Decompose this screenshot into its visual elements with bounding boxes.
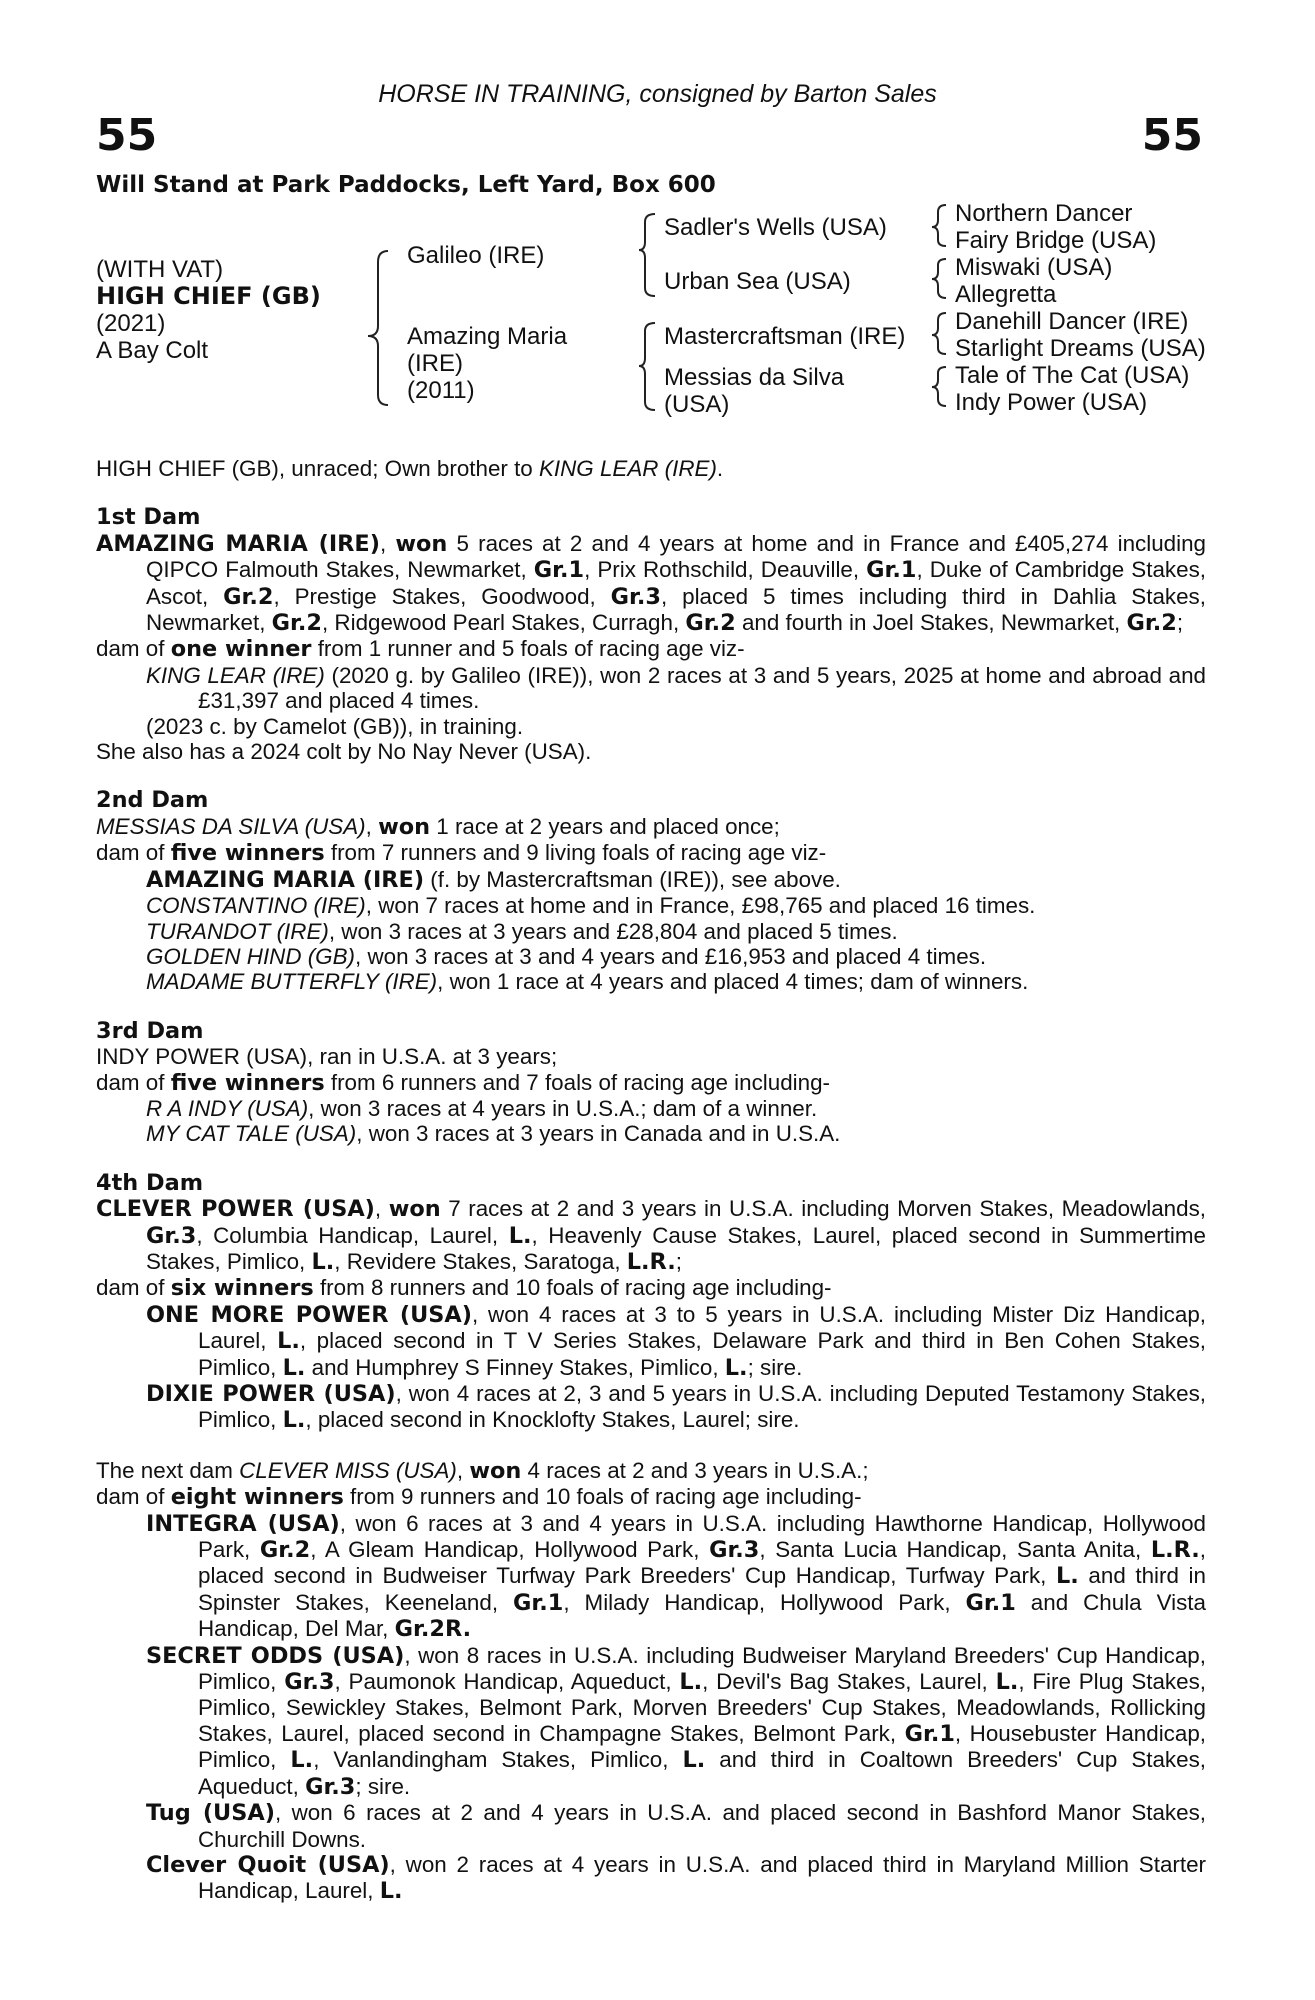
fourth-dam-produce-summary: dam of six winners from 8 runners and 10 foals of racing age including-	[96, 1275, 832, 1302]
produce-turandot: TURANDOT (IRE), won 3 races at 3 years and £28,804 and placed 5 times.	[146, 918, 898, 944]
fourth-dam-heading: 4th Dam	[96, 1169, 204, 1196]
pedigree-dam-dam-line2: (USA)	[664, 391, 730, 418]
horse-description: A Bay Colt	[96, 337, 209, 364]
pedigree-dam-dam-line1: Messias da Silva	[664, 364, 845, 391]
pedigree-dam-sire: Mastercraftsman (IRE)	[664, 323, 906, 350]
fourth-dam-record: CLEVER POWER (USA), won 7 races at 2 and 3 years in U.S.A. including Morven Stakes, Meadowlands, Gr.3, Columbia Handicap, Laurel, L., Heavenly Cause Stakes, Laurel, placed second in Summertime Stakes, Pimlico, L., Revidere Stakes, Saratoga, L.R.;	[96, 1196, 1206, 1275]
produce-dixie-power: DIXIE POWER (USA), won 4 races at 2, 3 and 5 years in U.S.A. including Deputed Testamony Stakes, Pimlico, L., placed second in Knocklofty Stakes, Laurel; sire.	[146, 1381, 1207, 1434]
produce-constantino: CONSTANTINO (IRE), won 7 races at home and in France, £98,765 and placed 16 times.	[146, 893, 1036, 919]
consignment-line: HORSE IN TRAINING, consigned by Barton Sales	[378, 80, 937, 108]
pedigree-dam-line1: Amazing Maria	[407, 323, 568, 350]
pedigree-dam-dam	[664, 364, 844, 418]
produce-king-lear: KING LEAR (IRE) (2020 g. by Galileo (IRE)), won 2 races at 3 and 5 years, 2025 at home and abroad and £31,397 and placed 4 times.	[146, 662, 1206, 714]
produce-madame-butterfly: MADAME BUTTERFLY (IRE), won 1 race at 4 years and placed 4 times; dam of winners.	[146, 969, 1029, 995]
produce-secret-odds: SECRET ODDS (USA), won 8 races in U.S.A. including Budweiser Maryland Breeders' Cup Handicap, Pimlico, Gr.3, Paumonok Handicap, Aqueduct, L., Devil's Bag Stakes, Laurel, L., Fire Plug Stakes, Pimlico, Sewickley Stakes, Belmont Park, Morven Breeders' Cup Stakes, Meadowlands, Rollicking Stakes, Laurel, placed second in Champagne Stakes, Belmont Park, Gr.1, Housebuster Handicap, Pimlico, L., Vanlandingham Stakes, Pimlico, L. and third in Coaltown Breeders' Cup Stakes, Aqueduct, Gr.3; sire.	[146, 1642, 1206, 1800]
produce-one-more-power: ONE MORE POWER (USA), won 4 races at 3 to 5 years in U.S.A. including Mister Diz Handicap, Laurel, L., placed second in T V Series Stakes, Delaware Park and third in Ben Cohen Stakes, Pimlico, L. and Humphrey S Finney Stakes, Pimlico, L.; sire.	[146, 1301, 1206, 1381]
brace-main	[368, 251, 388, 405]
brace-sd	[932, 259, 946, 298]
pedigree-sss: Northern Dancer	[955, 200, 1133, 227]
pedigree-dam	[407, 323, 567, 404]
second-dam-produce-summary: dam of five winners from 7 runners and 9 living foals of racing age viz-	[96, 840, 827, 867]
pedigree-sdd: Allegretta	[955, 281, 1057, 308]
pedigree-dam-line2: (IRE)	[407, 350, 463, 377]
vat-note: (WITH VAT)	[96, 256, 224, 283]
first-dam-record: AMAZING MARIA (IRE), won 5 races at 2 and 4 years at home and in France and £405,274 including QIPCO Falmouth Stakes, Newmarket, Gr.1, Prix Rothschild, Deauville, Gr.1, Duke of Cambridge Stakes, Ascot, Gr.2, Prestige Stakes, Goodwood, Gr.3, placed 5 times including third in Dahlia Stakes, Newmarket, Gr.2, Ridgewood Pearl Stakes, Curragh, Gr.2 and fourth in Joel Stakes, Newmarket, Gr.2;	[96, 530, 1206, 637]
summary-line: HIGH CHIEF (GB), unraced; Own brother to KING LEAR (IRE).	[96, 456, 724, 481]
brace-dd	[932, 367, 946, 406]
produce-tug: Tug (USA), won 6 races at 2 and 4 years in U.S.A. and placed second in Bashford Manor Stakes, Churchill Downs.	[146, 1800, 1206, 1852]
produce-2023-colt: (2023 c. by Camelot (GB)), in training.	[146, 713, 524, 739]
produce-golden-hind: GOLDEN HIND (GB), won 3 races at 3 and 4 years and £16,953 and placed 4 times.	[146, 943, 987, 969]
produce-integra: INTEGRA (USA), won 6 races at 3 and 4 years in U.S.A. including Hawthorne Handicap, Hollywood Park, Gr.2, A Gleam Handicap, Hollywood Park, Gr.3, Santa Lucia Handicap, Santa Anita, L.R., placed second in Budweiser Turfway Park Breeders' Cup Handicap, Turfway Park, L. and third in Spinster Stakes, Keeneland, Gr.1, Milady Handicap, Hollywood Park, Gr.1 and Chula Vista Handicap, Del Mar, Gr.2R.	[146, 1510, 1206, 1643]
pedigree-dss: Danehill Dancer (IRE)	[955, 308, 1189, 335]
stand-location: Will Stand at Park Paddocks, Left Yard, Box 600	[96, 172, 716, 198]
third-dam-produce-summary: dam of five winners from 6 runners and 7 foals of racing age including-	[96, 1069, 830, 1096]
lot-number-left: 55	[96, 110, 158, 161]
horse-name: HIGH CHIEF (GB)	[96, 282, 321, 310]
produce-clever-quoit: Clever Quoit (USA), won 2 races at 4 years in U.S.A. and placed third in Maryland Million Starter Handicap, Laurel, L.	[146, 1851, 1206, 1905]
brace-ss	[932, 205, 946, 246]
pedigree-ssd: Fairy Bridge (USA)	[955, 227, 1157, 254]
second-dam-record: MESSIAS DA SILVA (USA), won 1 race at 2 years and placed once;	[96, 813, 780, 840]
produce-r-a-indy: R A INDY (USA), won 3 races at 4 years in U.S.A.; dam of a winner.	[146, 1095, 818, 1121]
pedigree-sire-sire: Sadler's Wells (USA)	[664, 214, 887, 241]
next-dam-produce-summary: dam of eight winners from 9 runners and 10 foals of racing age including-	[96, 1484, 862, 1511]
catalogue-text	[96, 456, 1206, 1905]
first-dam-produce-summary: dam of one winner from 1 runner and 5 foals of racing age viz-	[96, 636, 745, 663]
brace-sire	[639, 214, 655, 296]
brace-dam	[639, 323, 655, 410]
pedigree-sire: Galileo (IRE)	[407, 242, 545, 269]
pedigree-ddd: Indy Power (USA)	[955, 389, 1148, 416]
pedigree-sds: Miswaki (USA)	[955, 254, 1113, 281]
lot-number-right: 55	[1141, 110, 1203, 161]
pedigree-dsd: Starlight Dreams (USA)	[955, 335, 1206, 362]
third-dam-record: INDY POWER (USA), ran in U.S.A. at 3 years;	[96, 1044, 558, 1070]
pedigree-sire-dam: Urban Sea (USA)	[664, 268, 851, 295]
brace-ds	[932, 313, 946, 354]
next-dam-record: The next dam CLEVER MISS (USA), won 4 races at 2 and 3 years in U.S.A.;	[96, 1457, 869, 1484]
third-dam-heading: 3rd Dam	[96, 1017, 204, 1044]
produce-2024-colt: She also has a 2024 colt by No Nay Never (USA).	[96, 739, 592, 765]
first-dam-heading: 1st Dam	[96, 504, 201, 531]
second-dam-heading: 2nd Dam	[96, 787, 209, 814]
produce-my-cat-tale: MY CAT TALE (USA), won 3 races at 3 years in Canada and in U.S.A.	[146, 1121, 841, 1147]
pedigree-dam-line3: (2011)	[407, 377, 475, 404]
pedigree-dds: Tale of The Cat (USA)	[955, 362, 1190, 389]
produce-amazing-maria: AMAZING MARIA (IRE) (f. by Mastercraftsman (IRE)), see above.	[146, 866, 841, 893]
horse-year: (2021)	[96, 310, 166, 337]
